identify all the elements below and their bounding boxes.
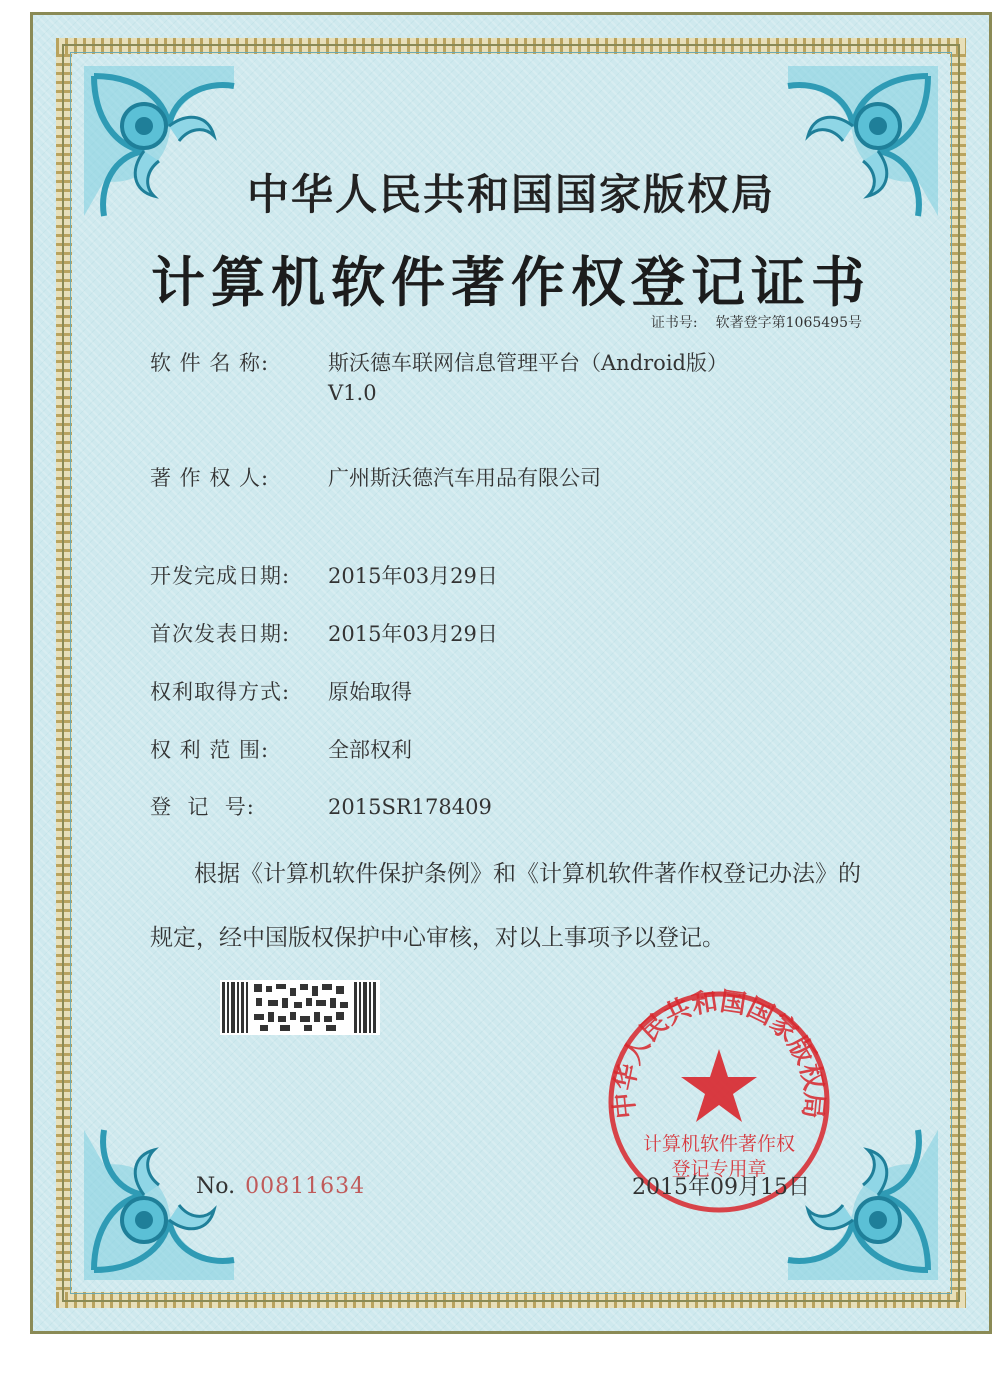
field-value: 2015年03月29日 [328,622,498,646]
statement-line-1: 根据《计算机软件保护条例》和《计算机软件著作权登记办法》的 [194,861,861,887]
field-label: 权利取得方式: [150,680,291,704]
field-first-publish-date [150,618,498,648]
field-registration-number [150,791,492,821]
field-value: 2015年03月29日 [328,564,498,588]
certificate [30,12,992,1334]
field-label: 软 件 名 称: [150,351,270,375]
issuer-title: 中华人民共和国国家版权局 [246,170,775,219]
certificate-number-label: 证书号: [650,315,698,331]
field-value: 原始取得 [328,680,412,704]
field-label: 权 利 范 围: [150,738,270,762]
field-label: 开发完成日期: [150,564,291,588]
certificate-number [651,312,862,332]
seal-inner-line-2: 登记专用章 [671,1159,767,1180]
field-value: 2015SR178409 [328,795,492,819]
serial-number [196,1174,365,1199]
field-label: 著 作 权 人: [150,466,270,490]
field-value: 全部权利 [328,738,412,762]
serial-prefix: No. [196,1174,236,1199]
seal-outer-text: 中华人民共和国国家版权局 [609,987,829,1120]
statement-line-2: 规定，经中国版权保护中心审核，对以上事项予以登记。 [150,925,725,951]
seal-inner-line-1: 计算机软件著作权 [642,1134,796,1155]
field-acquisition-method [150,676,412,706]
field-value: 广州斯沃德汽车用品有限公司 [328,466,601,490]
serial-value: 00811634 [245,1174,366,1199]
certificate-title: 计算机软件著作权登记证书 [151,250,871,314]
field-value-version: V1.0 [328,381,377,405]
field-copyright-owner [150,462,601,492]
qr-barcode-icon [220,980,380,1035]
field-label: 首次发表日期: [150,622,291,646]
field-software-name [150,347,728,405]
field-label: 登 记 号: [150,795,255,819]
issue-date: 2015年09月15日 [632,1175,810,1200]
field-value: 斯沃德车联网信息管理平台（Android版） [328,351,728,375]
certificate-number-value: 软著登字第1065495号 [715,315,862,331]
corner-ornament-icon [74,1120,244,1290]
field-rights-scope [150,734,412,764]
statement-paragraph [150,842,910,970]
field-dev-completion-date [150,560,498,590]
